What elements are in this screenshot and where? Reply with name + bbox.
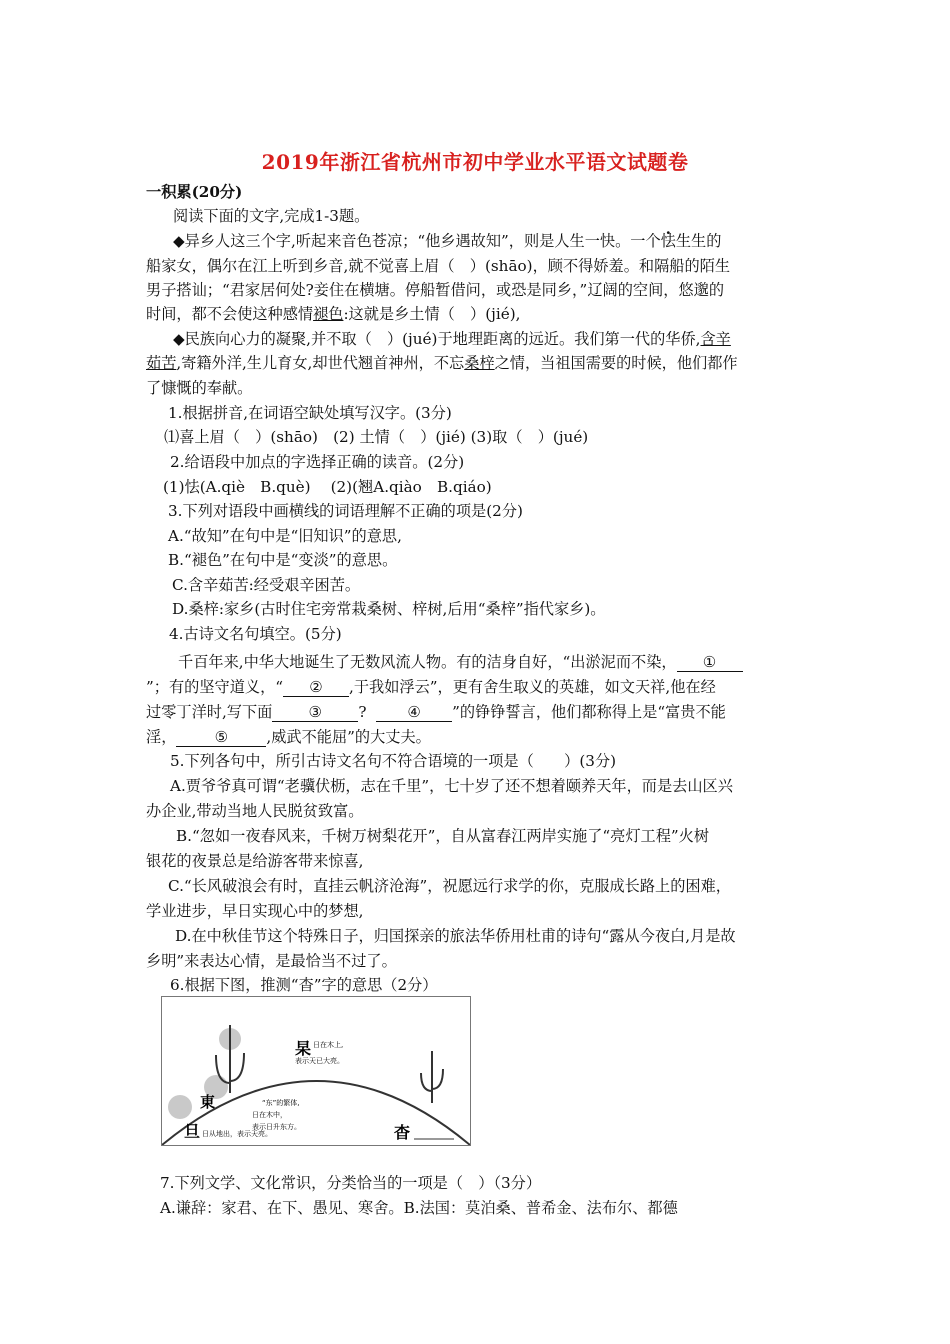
question-4: 4.古诗文名句填空。(5分): [169, 625, 342, 643]
underlined-word: 桑梓: [464, 354, 495, 372]
option-c: C.“长风破浪会有时，直挂云帆济沧海”，祝愿远行求学的你，克服成长路上的困难，: [168, 877, 731, 895]
question-6: 6.根据下图，推测“杳”字的意思（2分）: [170, 976, 438, 994]
option-b-cont: 银花的夜景总是给游客带来惊喜,: [146, 852, 364, 870]
gao-note: 日在木上,: [313, 1041, 344, 1049]
tree-icon: [421, 1051, 443, 1103]
intro-text: 阅读下面的文字,完成1-3题。: [173, 207, 370, 225]
passage-line: ◆民族向心力的凝聚,并不取（ ）(jué)于地理距离的远近。我们第一代的华侨,含辛: [173, 330, 731, 348]
char-dan: 旦: [184, 1122, 201, 1141]
fill-blank[interactable]: ⑤: [176, 728, 266, 747]
question-1-items: ⑴喜上眉（ ）(shāo) (2) 土情（ ）(jié) (3)取（ ）(jué): [164, 428, 589, 446]
option-a: A.谦辞：家君、在下、愚见、寒舍。B.法国：莫泊桑、普希金、法布尔、都德: [160, 1199, 678, 1217]
dong-note: 日在木中，: [252, 1111, 287, 1119]
option-d: D.桑梓:家乡(古时住宅旁常栽桑树、梓树,后用“桑梓”指代家乡)。: [172, 600, 606, 618]
page-title: 2019年浙江省杭州市初中学业水平语文试题卷: [261, 150, 689, 174]
question-3: 3.下列对语段中画横线的词语理解不正确的项是(2分): [168, 502, 523, 520]
dotted-char: 怯: [660, 232, 676, 250]
fill-blank[interactable]: ③: [272, 703, 358, 722]
fill-blank[interactable]: ①: [677, 653, 743, 672]
fill-blank-line: ”；有的坚守道义，“ ② ,于我如浮云”，更有舍生取义的英雄，如文天祥,他在经: [146, 678, 716, 696]
underlined-word: 褪色: [313, 305, 344, 323]
dong-note: 表示日升东方。: [252, 1123, 301, 1131]
sun-icon: [168, 1095, 192, 1119]
fill-blank-line: 淫， ⑤ ,威武不能屈”的大丈夫。: [146, 728, 431, 746]
underlined-word: 含辛: [700, 330, 731, 348]
fill-blank[interactable]: ②: [283, 678, 349, 697]
option-b: B.“褪色”在句中是“变淡”的意思。: [168, 551, 398, 569]
option-c: C.含辛茹苦:经受艰辛困苦。: [172, 576, 361, 594]
fill-blank-line: 过零丁洋时,写下面 ③ ? ④ ”的铮铮誓言，他们都称得上是“富贵不能: [146, 703, 726, 721]
dong-note: “东”的繁体,: [262, 1099, 300, 1107]
option-a-cont: 办企业,带动当地人民脱贫致富。: [146, 802, 364, 820]
passage-line: 了慷慨的奉献。: [146, 379, 253, 397]
char-yao: 杳: [394, 1123, 411, 1142]
fill-blank-line: 千百年来,中华大地诞生了无数风流人物。有的洁身自好，“出淤泥而不染， ①: [178, 652, 743, 672]
option-c-cont: 学业进步，早日实现心中的梦想,: [146, 902, 364, 920]
question-2-items: (1)怯(A.qiè B.què) (2)(翘A.qiào B.qiáo): [163, 478, 492, 496]
section-header: 一积累(20分): [146, 183, 243, 201]
passage-line: ◆异乡人这三个字,听起来音色苍凉；“他乡遇故知”，则是人生一快。一个怯生生的: [173, 232, 722, 250]
char-dong: 東: [200, 1093, 216, 1111]
passage-line: 船家女，偶尔在江上听到乡音,就不觉喜上眉（ ）(shāo)，顾不得娇羞。和隔船的陌生: [146, 257, 731, 275]
character-figure: [161, 996, 471, 1146]
option-d: D.在中秋佳节这个特殊日子，归国探亲的旅法华侨用杜甫的诗句“露从今夜白,月是故: [175, 927, 736, 945]
underlined-word: 茹苦: [146, 354, 177, 372]
passage-line: 时间，都不会使这种感情褪色:这就是乡土情（ ）(jié),: [146, 305, 521, 323]
dan-note: 日从地出，表示天亮。: [202, 1130, 272, 1138]
question-1: 1.根据拼音,在词语空缺处填写汉字。(3分): [168, 404, 452, 422]
option-a: A.贾爷爷真可谓“老骥伏枥，志在千里”，七十岁了还不想着颐养天年，而是去山区兴: [170, 777, 733, 795]
option-d-cont: 乡明”来表达心情，是最恰当不过了。: [146, 952, 397, 970]
passage-line: 男子搭讪；“君家居何处?妾住在横塘。停船暂借问，或恐是同乡，”辽阔的空间，悠邈的: [146, 281, 725, 299]
char-gao: 杲: [295, 1039, 312, 1058]
fill-blank[interactable]: ④: [376, 703, 452, 722]
question-5: 5.下列各句中，所引古诗文名句不符合语境的一项是（ ）(3分): [170, 752, 617, 770]
option-a: A.“故知”在句中是“旧知识”的意思,: [168, 527, 402, 545]
gao-note: 表示天已大亮。: [295, 1057, 344, 1065]
question-2: 2.给语段中加点的字选择正确的读音。(2分): [170, 453, 465, 471]
option-b: B.“忽如一夜春风来，千树万树梨花开”，自从富春江两岸实施了“亮灯工程”火树: [176, 827, 710, 845]
question-7: 7.下列文学、文化常识，分类恰当的一项是（ ）（3分）: [160, 1174, 542, 1192]
passage-line: 茹苦,寄籍外洋,生儿育女,却世代翘首神州，不忘桑梓之情，当祖国需要的时候，他们都作: [146, 354, 738, 372]
